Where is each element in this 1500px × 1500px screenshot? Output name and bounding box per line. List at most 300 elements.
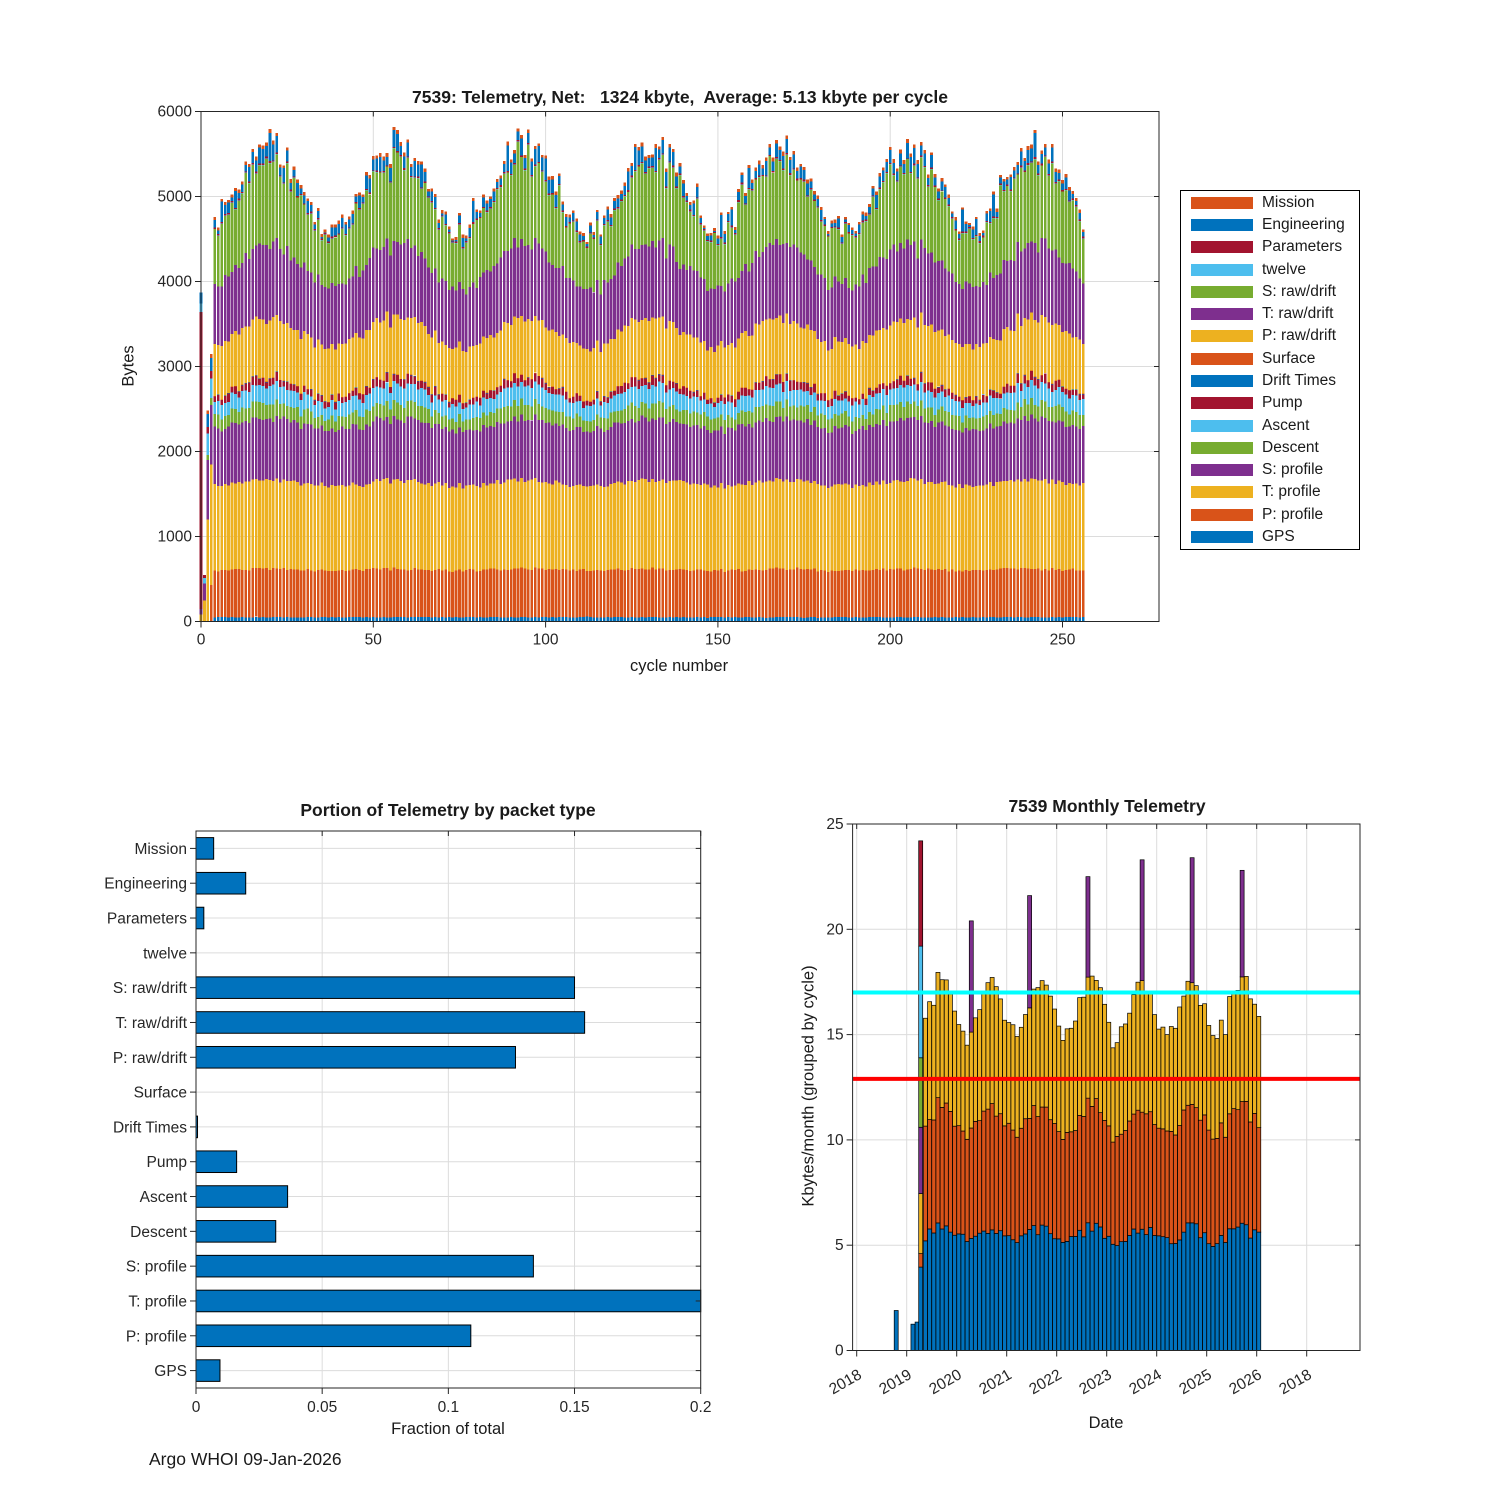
bar-segment [954,416,957,430]
bar-segment [844,222,847,224]
bar-segment [961,488,964,571]
bar-segment [369,569,372,617]
bar-segment [355,425,358,485]
bar-segment [599,486,602,571]
bar-segment [982,395,985,403]
bar-segment [224,484,227,570]
bar-segment [410,167,413,176]
x-tick-label: 50 [364,631,382,649]
bar-segment [496,189,499,263]
bar-segment [834,277,837,337]
bar-segment [320,395,323,396]
bar-segment [579,235,582,241]
bar-segment [923,393,926,409]
bar-segment [882,420,885,481]
bar-segment [627,326,630,383]
bar-segment [834,617,837,622]
bar-segment [975,617,978,621]
bar-segment [244,383,247,390]
bar-segment [441,217,444,218]
bar-segment [1058,170,1061,173]
bar-segment [1078,210,1081,213]
bar-segment [810,188,813,189]
bar-segment [396,374,399,375]
bar-segment [355,396,358,410]
bar-segment [679,167,682,174]
bar-segment [1086,1098,1090,1223]
bar-segment [748,389,751,390]
bar-segment [599,234,602,236]
bar-segment [572,281,575,343]
bar-segment [634,171,637,172]
bar-segment [958,234,961,239]
bar-segment [207,434,210,455]
bar-segment [737,413,740,425]
bar-segment [513,569,516,618]
bar-segment [462,289,465,351]
bar-segment [930,408,933,421]
bar-segment [303,484,306,571]
bar-segment [692,204,695,215]
bar-segment [651,479,654,568]
bar-segment [224,395,227,396]
bar-segment [1023,1234,1027,1351]
bar-segment [606,487,609,570]
bar-segment [882,328,885,383]
bar-segment [427,617,430,621]
bar-segment [589,402,592,403]
bar-segment [841,243,844,244]
bar-segment [894,1310,898,1350]
bar-segment [365,617,368,621]
bar-segment [541,170,544,171]
bar-segment [451,242,454,243]
bar-segment [730,395,733,396]
bar-segment [606,570,609,617]
bar-segment [203,578,206,583]
bar-segment [734,233,737,235]
bar-segment [431,394,434,402]
bar-segment [255,375,258,376]
bar-segment [751,617,754,621]
bar-segment [665,385,668,386]
bar-segment [990,977,994,1103]
bar-segment [637,322,640,380]
bar-segment [524,421,527,482]
bar-segment [207,411,210,414]
bar-segment [417,256,420,323]
bar-segment [324,570,327,616]
bar-segment [754,422,757,482]
bar-segment [479,277,482,344]
bar-segment [1020,252,1023,326]
bar-segment [899,167,902,244]
bar-segment [789,421,792,482]
bar-segment [720,239,723,240]
bar-segment [558,173,561,175]
bar-segment [948,1111,952,1232]
bar-segment [803,482,806,570]
bar-segment [382,172,385,173]
bar-segment [313,428,316,485]
bar-segment [978,1233,982,1350]
bar-segment [517,318,520,378]
bar-segment [1082,344,1085,394]
bar-segment [255,316,258,375]
bar-segment [455,347,458,399]
bar-segment [410,176,413,177]
bar-segment [272,144,275,160]
bar [196,1360,220,1382]
bar-segment [861,618,864,622]
bar-segment [434,197,437,208]
bar-segment [589,226,592,233]
bar-segment [730,210,733,226]
bar-segment [999,394,1002,399]
bar-segment [854,484,857,569]
bar-segment [985,222,988,223]
bar-segment [668,570,671,617]
bar-segment [251,480,254,569]
bar-segment [337,233,340,234]
bar-segment [1065,411,1068,427]
bar-segment [916,164,919,177]
bar-segment [541,248,544,319]
bar-segment [720,213,723,215]
bar-segment [355,333,358,388]
bar-segment [761,390,764,406]
bar-segment [854,617,857,621]
bar-segment [544,252,547,328]
bar-segment [262,617,265,622]
bar-segment [610,570,613,618]
bar-segment [692,426,695,484]
bar-segment [624,484,627,570]
bar-segment [827,407,830,419]
bar-segment [434,387,437,396]
bar-segment [1028,1118,1032,1229]
bar-segment [951,274,954,340]
bar-segment [224,275,227,341]
bar-segment [310,389,313,390]
bar-segment [785,155,788,243]
bar-segment [958,570,961,617]
bar-segment [999,185,1002,273]
bar-segment [637,480,640,569]
bar-segment [923,168,926,249]
bar-segment [530,570,533,617]
bar-segment [379,380,382,388]
bar-segment [868,388,871,395]
bar-segment [872,427,875,485]
bar-segment [262,377,265,378]
bar-segment [413,177,416,178]
bar-segment [830,571,833,618]
bar-segment [689,205,692,210]
bar-segment [665,570,668,617]
bar-segment [1094,980,1098,1098]
bar-segment [854,238,857,285]
bar-segment [627,192,630,257]
bar-segment [510,381,513,387]
y-tick-label: 0 [834,1342,844,1360]
bar-segment [369,175,372,178]
bar-segment [610,279,613,339]
bar-segment [830,228,833,287]
bar-segment [806,419,809,480]
bar-segment [655,318,658,377]
bar-segment [834,226,837,227]
bar-segment [761,571,764,618]
bar-segment [630,481,633,568]
bar-segment [941,617,944,621]
bar-segment [396,419,399,479]
bar-segment [534,238,537,316]
bar-segment [696,397,699,412]
bar-segment [389,410,392,424]
bar-segment [944,187,947,198]
bar-segment [937,387,940,393]
bar-segment [462,618,465,622]
bar-segment [692,397,695,412]
bar-segment [713,403,716,404]
bar-segment [434,331,437,387]
bar-segment [434,410,437,424]
bar-segment [1061,190,1064,191]
bar-segment [1040,981,1044,1107]
bar-segment [848,570,851,617]
bar-segment [417,617,420,621]
bar-segment [837,400,840,415]
bar-segment [655,617,658,621]
bar-segment [861,341,864,393]
bar-segment [265,159,268,245]
bar-segment [882,170,885,181]
bar-segment [1044,1226,1048,1350]
bar-segment [634,618,637,622]
bar-segment [958,416,961,430]
bar-segment [527,245,530,319]
bar-segment [296,392,299,407]
bar-segment [1027,568,1030,617]
bar-segment [482,336,485,390]
bar-segment [427,189,430,192]
bar-segment [630,177,633,178]
bar-segment [937,198,940,199]
bar-segment [1047,382,1050,383]
bar-segment [810,483,813,570]
bar-segment [927,391,930,408]
bar-segment [748,396,751,411]
bar-segment [441,213,444,215]
bar-segment [593,486,596,571]
bar-segment [899,569,902,618]
bar-segment [234,265,237,331]
bar-segment [927,187,930,253]
bar-segment [579,241,582,242]
bar-segment [1068,191,1071,201]
bar-segment [351,396,354,412]
bar-segment [372,159,375,170]
bar-segment [796,382,799,391]
bar-segment [720,401,723,415]
bar-segment [551,387,554,394]
bar-segment [286,163,289,164]
bar-segment [231,617,234,622]
bar-segment [941,191,944,260]
bar-segment [989,223,992,224]
bar-segment [992,194,995,216]
bar-segment [875,388,878,394]
bar-segment [565,226,568,227]
bar-segment [965,233,968,281]
bar-segment [327,618,330,622]
bar-segment [365,176,368,189]
bar-segment [324,233,327,235]
bar-segment [437,413,440,424]
bar-segment [1044,148,1047,156]
bar-segment [875,331,878,388]
legend-item [1181,437,1359,458]
bar-segment [975,236,978,237]
bar-segment [816,207,819,208]
bar-segment [241,263,244,328]
bar-segment [213,402,216,414]
bar-segment [775,239,778,318]
bar-segment [910,157,913,172]
bar-segment [489,197,492,199]
bar-segment [692,270,695,337]
bar-segment [596,340,599,391]
bar-segment [269,161,272,163]
bar-segment [462,249,465,289]
bar-segment [816,401,819,416]
bar-segment [844,570,847,617]
bar-segment [782,323,785,382]
bar-segment [661,618,664,622]
legend-swatch-icon [1191,264,1253,276]
bar-segment [658,401,661,417]
bar-segment [1054,406,1057,423]
bar-segment [682,180,685,184]
bar-segment [444,395,447,396]
bar-segment [417,164,420,176]
bar-segment [989,208,992,211]
bar-segment [534,166,537,167]
bar-segment [606,222,609,283]
bar-segment [1072,200,1075,201]
bar-segment [486,399,489,415]
bar-segment [355,617,358,621]
bar-segment [406,317,409,373]
bar-segment [289,407,292,422]
bar-segment [934,389,937,398]
bar-segment [751,390,754,398]
bar-segment [244,617,247,621]
bar-segment [1082,1116,1086,1236]
bar-segment [913,417,916,478]
bar-segment [606,430,609,486]
bar-segment [696,425,699,484]
bar-segment [231,334,234,386]
bar-segment [699,223,702,225]
bar-segment [672,246,675,322]
bar-segment [1006,409,1009,423]
bar-segment [737,192,740,200]
bar-segment [658,374,661,381]
bar-segment [868,213,871,214]
bar-segment [875,267,878,331]
bar-segment [499,386,502,387]
legend-swatch-icon [1191,531,1253,543]
bar [196,1290,701,1312]
bar-segment [968,229,971,284]
bar-segment [792,244,795,320]
bar-segment [586,244,589,246]
bar-segment [444,225,447,226]
x-tick-label: 100 [532,631,559,649]
bar-segment [796,568,799,617]
bar-segment [920,157,923,239]
bar-segment [568,398,571,399]
bar-segment [520,239,523,316]
bar-segment [331,416,334,429]
bar-segment [1098,1227,1102,1351]
bar-segment [1030,241,1033,312]
bar-segment [282,381,285,387]
bar-segment [998,1114,1002,1231]
bar-segment [424,183,427,259]
bar-segment [868,268,871,335]
bar-segment [393,241,396,315]
bar-segment [965,617,968,621]
bar-segment [968,284,971,345]
bar-segment [396,479,399,569]
bar-segment [1023,374,1026,375]
bar-segment [903,160,906,164]
bar-segment [413,568,416,617]
legend-swatch-icon [1191,420,1253,432]
bar-segment [965,415,968,428]
bar-segment [637,380,640,381]
bar-segment [1078,279,1081,340]
bar-segment [362,203,365,204]
bar-segment [675,480,678,569]
bar-segment [575,343,578,393]
bar-segment [582,349,585,402]
bar-segment [758,161,761,165]
bar-segment [427,197,430,198]
bar-segment [258,568,261,617]
bar-segment [1020,167,1023,251]
bar-segment [710,419,713,433]
x-tick-label: 2026 [1226,1366,1265,1399]
bar-segment [699,415,702,429]
bar-segment [854,570,857,618]
bar-segment [1037,421,1040,480]
bar-segment [903,381,906,388]
bar-segment [906,139,909,143]
bar-segment [389,618,392,622]
bar-segment [493,413,496,427]
bar-segment [661,154,664,155]
x-tick-label: 0.2 [689,1399,712,1416]
bar-segment [255,479,258,568]
bar-segment [816,275,819,339]
bar-segment [327,243,330,288]
bar-segment [875,482,878,569]
bar-segment [317,208,320,211]
